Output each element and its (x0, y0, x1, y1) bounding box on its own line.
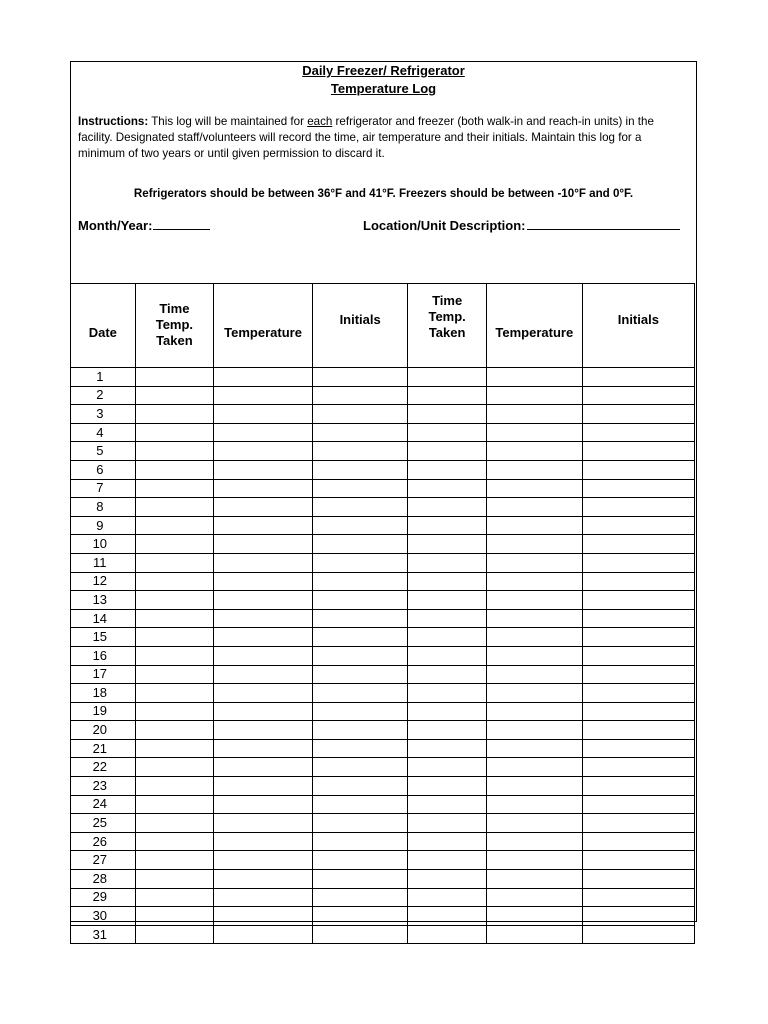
temperature-1-cell[interactable] (214, 609, 313, 628)
initials-1-cell[interactable] (312, 777, 407, 796)
time-1-cell[interactable] (135, 870, 214, 889)
initials-1-cell[interactable] (312, 628, 407, 647)
table-row (71, 368, 695, 387)
date-cell: 4 (71, 423, 136, 442)
date-cell: 29 (71, 888, 136, 907)
initials-1-cell[interactable] (312, 572, 407, 591)
time-2-cell[interactable] (408, 832, 487, 851)
table-row (71, 498, 695, 517)
header-time-1 (135, 284, 214, 368)
initials-1-cell[interactable] (312, 479, 407, 498)
time-1-cell[interactable] (135, 516, 214, 535)
initials-2-cell[interactable] (582, 925, 694, 944)
initials-1-cell[interactable] (312, 739, 407, 758)
form-title-line-1: Daily Freezer/ Refrigerator (302, 63, 465, 78)
initials-1-cell[interactable] (312, 498, 407, 517)
table-row (71, 684, 695, 703)
time-2-cell[interactable] (408, 665, 487, 684)
table-row (71, 758, 695, 777)
temperature-1-cell[interactable] (214, 870, 313, 889)
date-cell: 10 (71, 535, 136, 554)
initials-1-cell[interactable] (312, 832, 407, 851)
initials-1-cell[interactable] (312, 553, 407, 572)
initials-2-cell[interactable] (582, 479, 694, 498)
table-row (71, 591, 695, 610)
date-cell: 13 (71, 591, 136, 610)
initials-2-cell[interactable] (582, 702, 694, 721)
time-1-cell[interactable] (135, 609, 214, 628)
initials-2-cell[interactable] (582, 888, 694, 907)
time-2-cell[interactable] (408, 721, 487, 740)
initials-1-cell[interactable] (312, 888, 407, 907)
temperature-1-cell[interactable] (214, 535, 313, 554)
initials-2-cell[interactable] (582, 498, 694, 517)
temperature-2-cell[interactable] (486, 609, 582, 628)
temperature-1-cell[interactable] (214, 646, 313, 665)
table-row (71, 646, 695, 665)
month-year-label: Month/Year: (78, 218, 153, 233)
time-1-cell[interactable] (135, 814, 214, 833)
time-2-cell[interactable] (408, 572, 487, 591)
temperature-1-cell[interactable] (214, 442, 313, 461)
temperature-2-cell[interactable] (486, 739, 582, 758)
time-1-cell[interactable] (135, 498, 214, 517)
temperature-1-cell[interactable] (214, 814, 313, 833)
temperature-2-cell[interactable] (486, 516, 582, 535)
time-1-cell[interactable] (135, 423, 214, 442)
time-1-cell[interactable] (135, 386, 214, 405)
initials-2-cell[interactable] (582, 386, 694, 405)
date-cell: 12 (71, 572, 136, 591)
initials-1-cell[interactable] (312, 665, 407, 684)
month-year-field[interactable] (78, 217, 210, 233)
time-2-cell[interactable] (408, 684, 487, 703)
temperature-2-cell[interactable] (486, 777, 582, 796)
time-2-cell[interactable] (408, 814, 487, 833)
table-row (71, 405, 695, 424)
header-initials-2: Initials (582, 284, 694, 368)
initials-2-cell[interactable] (582, 572, 694, 591)
instructions-emphasis: each (307, 115, 333, 128)
location-label: Location/Unit Description: (363, 218, 526, 233)
header-time-2 (408, 284, 487, 368)
month-year-blank[interactable] (153, 217, 210, 230)
initials-2-cell[interactable] (582, 684, 694, 703)
table-row (71, 572, 695, 591)
initials-2-cell[interactable] (582, 646, 694, 665)
time-1-cell[interactable] (135, 572, 214, 591)
temperature-1-cell[interactable] (214, 553, 313, 572)
table-row (71, 665, 695, 684)
location-blank[interactable] (527, 217, 680, 230)
instructions-label: Instructions: (78, 115, 149, 128)
date-cell: 2 (71, 386, 136, 405)
temperature-1-cell[interactable] (214, 405, 313, 424)
instructions-paragraph (78, 114, 690, 162)
time-2-cell[interactable] (408, 516, 487, 535)
time-2-cell[interactable] (408, 702, 487, 721)
initials-2-cell[interactable] (582, 870, 694, 889)
temperature-2-cell[interactable] (486, 479, 582, 498)
initials-1-cell[interactable] (312, 609, 407, 628)
time-2-cell[interactable] (408, 535, 487, 554)
table-row (71, 609, 695, 628)
time-2-cell[interactable] (408, 628, 487, 647)
temperature-2-cell[interactable] (486, 628, 582, 647)
date-cell: 28 (71, 870, 136, 889)
time-2-cell[interactable] (408, 553, 487, 572)
initials-1-cell[interactable] (312, 814, 407, 833)
temperature-1-cell[interactable] (214, 572, 313, 591)
location-field[interactable] (363, 217, 680, 233)
temperature-1-cell[interactable] (214, 907, 313, 926)
date-cell: 21 (71, 739, 136, 758)
initials-2-cell[interactable] (582, 535, 694, 554)
time-1-cell[interactable] (135, 721, 214, 740)
time-1-cell[interactable] (135, 832, 214, 851)
header-time-1-line-1: Time (159, 300, 190, 316)
header-time-1-line-3: Taken (156, 332, 193, 348)
temperature-1-cell[interactable] (214, 851, 313, 870)
time-1-cell[interactable] (135, 553, 214, 572)
temperature-1-cell[interactable] (214, 628, 313, 647)
temperature-2-cell[interactable] (486, 925, 582, 944)
initials-2-cell[interactable] (582, 795, 694, 814)
date-cell: 5 (71, 442, 136, 461)
table-row (71, 795, 695, 814)
table-row (71, 479, 695, 498)
temperature-1-cell[interactable] (214, 795, 313, 814)
temperature-2-cell[interactable] (486, 684, 582, 703)
table-row (71, 553, 695, 572)
time-2-cell[interactable] (408, 739, 487, 758)
temperature-2-cell[interactable] (486, 646, 582, 665)
header-time-2-line-1: Time (432, 292, 463, 308)
table-row (71, 777, 695, 796)
time-2-cell[interactable] (408, 442, 487, 461)
initials-1-cell[interactable] (312, 684, 407, 703)
table-row (71, 535, 695, 554)
time-2-cell[interactable] (408, 609, 487, 628)
table-row (71, 442, 695, 461)
header-temperature-1: Temperature (214, 284, 313, 368)
table-header-row (71, 284, 695, 368)
date-cell: 27 (71, 851, 136, 870)
temperature-2-cell[interactable] (486, 795, 582, 814)
header-initials-1: Initials (312, 284, 407, 368)
temperature-1-cell[interactable] (214, 925, 313, 944)
table-row (71, 832, 695, 851)
time-2-cell[interactable] (408, 386, 487, 405)
date-cell: 22 (71, 758, 136, 777)
time-1-cell[interactable] (135, 442, 214, 461)
date-cell: 3 (71, 405, 136, 424)
initials-1-cell[interactable] (312, 851, 407, 870)
date-cell: 31 (71, 925, 136, 944)
header-time-2-line-3: Taken (428, 324, 466, 340)
initials-1-cell[interactable] (312, 460, 407, 479)
header-date: Date (71, 284, 136, 368)
date-cell: 18 (71, 684, 136, 703)
temperature-1-cell[interactable] (214, 684, 313, 703)
temperature-2-cell[interactable] (486, 758, 582, 777)
initials-2-cell[interactable] (582, 832, 694, 851)
temperature-log-form (70, 61, 697, 942)
time-1-cell[interactable] (135, 702, 214, 721)
temperature-2-cell[interactable] (486, 405, 582, 424)
temperature-1-cell[interactable] (214, 423, 313, 442)
temperature-2-cell[interactable] (486, 535, 582, 554)
temperature-1-cell[interactable] (214, 479, 313, 498)
date-cell: 30 (71, 907, 136, 926)
initials-2-cell[interactable] (582, 423, 694, 442)
table-row (71, 888, 695, 907)
time-1-cell[interactable] (135, 739, 214, 758)
date-cell: 11 (71, 553, 136, 572)
instructions-text-before: This log will be maintained for (148, 115, 308, 128)
initials-2-cell[interactable] (582, 442, 694, 461)
header-time-2-line-2: Temp. (428, 308, 466, 324)
date-cell: 19 (71, 702, 136, 721)
date-cell: 23 (71, 777, 136, 796)
initials-1-cell[interactable] (312, 423, 407, 442)
time-1-cell[interactable] (135, 758, 214, 777)
time-1-cell[interactable] (135, 460, 214, 479)
initials-1-cell[interactable] (312, 535, 407, 554)
initials-2-cell[interactable] (582, 851, 694, 870)
table-row (71, 907, 695, 926)
time-1-cell[interactable] (135, 535, 214, 554)
date-cell: 20 (71, 721, 136, 740)
temperature-2-cell[interactable] (486, 832, 582, 851)
time-1-cell[interactable] (135, 405, 214, 424)
instructions-text-after: refrigerator and freezer (both walk-in and reach-in units) in the facility. Designated staff/volunteers will record the time, air temperature and their initials. Maintain this log for a minimum of two years or until given permission to discard it. (78, 115, 654, 160)
temperature-2-cell[interactable] (486, 721, 582, 740)
temperature-1-cell[interactable] (214, 832, 313, 851)
table-row (71, 628, 695, 647)
time-2-cell[interactable] (408, 646, 487, 665)
header-temperature-2: Temperature (486, 284, 582, 368)
temperature-2-cell[interactable] (486, 851, 582, 870)
table-body (71, 368, 695, 944)
initials-2-cell[interactable] (582, 758, 694, 777)
temperature-range-note: Refrigerators should be between 36°F and 41°F. Freezers should be between -10°F and 0°F. (133, 187, 634, 200)
header-time-1-line-2: Temp. (155, 316, 194, 332)
temperature-1-cell[interactable] (214, 386, 313, 405)
temperature-2-cell[interactable] (486, 553, 582, 572)
initials-2-cell[interactable] (582, 739, 694, 758)
form-title-line-2: Temperature Log (330, 81, 437, 96)
date-cell: 25 (71, 814, 136, 833)
initials-1-cell[interactable] (312, 795, 407, 814)
initials-2-cell[interactable] (582, 814, 694, 833)
time-2-cell[interactable] (408, 498, 487, 517)
time-1-cell[interactable] (135, 684, 214, 703)
form-header (71, 62, 696, 283)
date-cell: 1 (71, 368, 136, 387)
initials-1-cell[interactable] (312, 405, 407, 424)
initials-1-cell[interactable] (312, 907, 407, 926)
time-2-cell[interactable] (408, 479, 487, 498)
initials-1-cell[interactable] (312, 870, 407, 889)
initials-2-cell[interactable] (582, 368, 694, 387)
table-row (71, 460, 695, 479)
temperature-1-cell[interactable] (214, 721, 313, 740)
temperature-2-cell[interactable] (486, 870, 582, 889)
time-2-cell[interactable] (408, 591, 487, 610)
initials-2-cell[interactable] (582, 405, 694, 424)
initials-1-cell[interactable] (312, 646, 407, 665)
temperature-2-cell[interactable] (486, 665, 582, 684)
temperature-1-cell[interactable] (214, 665, 313, 684)
table-row (71, 851, 695, 870)
time-2-cell[interactable] (408, 888, 487, 907)
date-cell: 7 (71, 479, 136, 498)
temperature-1-cell[interactable] (214, 368, 313, 387)
date-cell: 14 (71, 609, 136, 628)
date-cell: 15 (71, 628, 136, 647)
temperature-2-cell[interactable] (486, 442, 582, 461)
time-1-cell[interactable] (135, 925, 214, 944)
time-1-cell[interactable] (135, 907, 214, 926)
time-1-cell[interactable] (135, 628, 214, 647)
temperature-2-cell[interactable] (486, 591, 582, 610)
time-1-cell[interactable] (135, 368, 214, 387)
table-row (71, 423, 695, 442)
time-2-cell[interactable] (408, 423, 487, 442)
table-row (71, 925, 695, 944)
date-cell: 8 (71, 498, 136, 517)
initials-2-cell[interactable] (582, 553, 694, 572)
date-cell: 17 (71, 665, 136, 684)
time-2-cell[interactable] (408, 870, 487, 889)
time-2-cell[interactable] (408, 777, 487, 796)
time-2-cell[interactable] (408, 460, 487, 479)
initials-1-cell[interactable] (312, 442, 407, 461)
time-1-cell[interactable] (135, 777, 214, 796)
temperature-2-cell[interactable] (486, 368, 582, 387)
date-cell: 26 (71, 832, 136, 851)
time-1-cell[interactable] (135, 851, 214, 870)
initials-1-cell[interactable] (312, 516, 407, 535)
time-1-cell[interactable] (135, 665, 214, 684)
temperature-2-cell[interactable] (486, 702, 582, 721)
time-1-cell[interactable] (135, 479, 214, 498)
temperature-2-cell[interactable] (486, 814, 582, 833)
table-row (71, 386, 695, 405)
table-row (71, 870, 695, 889)
temperature-1-cell[interactable] (214, 739, 313, 758)
temperature-1-cell[interactable] (214, 702, 313, 721)
initials-2-cell[interactable] (582, 721, 694, 740)
table-row (71, 814, 695, 833)
initials-2-cell[interactable] (582, 665, 694, 684)
date-cell: 9 (71, 516, 136, 535)
initials-1-cell[interactable] (312, 925, 407, 944)
initials-1-cell[interactable] (312, 721, 407, 740)
time-1-cell[interactable] (135, 795, 214, 814)
time-2-cell[interactable] (408, 925, 487, 944)
time-1-cell[interactable] (135, 888, 214, 907)
time-2-cell[interactable] (408, 795, 487, 814)
temperature-2-cell[interactable] (486, 907, 582, 926)
date-cell: 6 (71, 460, 136, 479)
date-cell: 24 (71, 795, 136, 814)
initials-1-cell[interactable] (312, 386, 407, 405)
temperature-1-cell[interactable] (214, 758, 313, 777)
temperature-2-cell[interactable] (486, 460, 582, 479)
temperature-1-cell[interactable] (214, 777, 313, 796)
initials-1-cell[interactable] (312, 758, 407, 777)
initials-2-cell[interactable] (582, 777, 694, 796)
table-row (71, 721, 695, 740)
temperature-1-cell[interactable] (214, 888, 313, 907)
initials-2-cell[interactable] (582, 907, 694, 926)
initials-2-cell[interactable] (582, 609, 694, 628)
time-1-cell[interactable] (135, 591, 214, 610)
initials-1-cell[interactable] (312, 702, 407, 721)
table-row (71, 702, 695, 721)
table-row (71, 739, 695, 758)
temperature-2-cell[interactable] (486, 386, 582, 405)
time-2-cell[interactable] (408, 368, 487, 387)
temperature-2-cell[interactable] (486, 423, 582, 442)
temperature-2-cell[interactable] (486, 572, 582, 591)
initials-2-cell[interactable] (582, 460, 694, 479)
temperature-2-cell[interactable] (486, 498, 582, 517)
temperature-1-cell[interactable] (214, 591, 313, 610)
temperature-2-cell[interactable] (486, 888, 582, 907)
time-2-cell[interactable] (408, 851, 487, 870)
initials-2-cell[interactable] (582, 591, 694, 610)
temperature-1-cell[interactable] (214, 460, 313, 479)
table-row (71, 516, 695, 535)
initials-2-cell[interactable] (582, 516, 694, 535)
temperature-1-cell[interactable] (214, 498, 313, 517)
time-1-cell[interactable] (135, 646, 214, 665)
date-cell: 16 (71, 646, 136, 665)
time-2-cell[interactable] (408, 907, 487, 926)
initials-1-cell[interactable] (312, 591, 407, 610)
temperature-1-cell[interactable] (214, 516, 313, 535)
initials-1-cell[interactable] (312, 368, 407, 387)
temperature-log-table (70, 283, 695, 944)
initials-2-cell[interactable] (582, 628, 694, 647)
time-2-cell[interactable] (408, 758, 487, 777)
time-2-cell[interactable] (408, 405, 487, 424)
